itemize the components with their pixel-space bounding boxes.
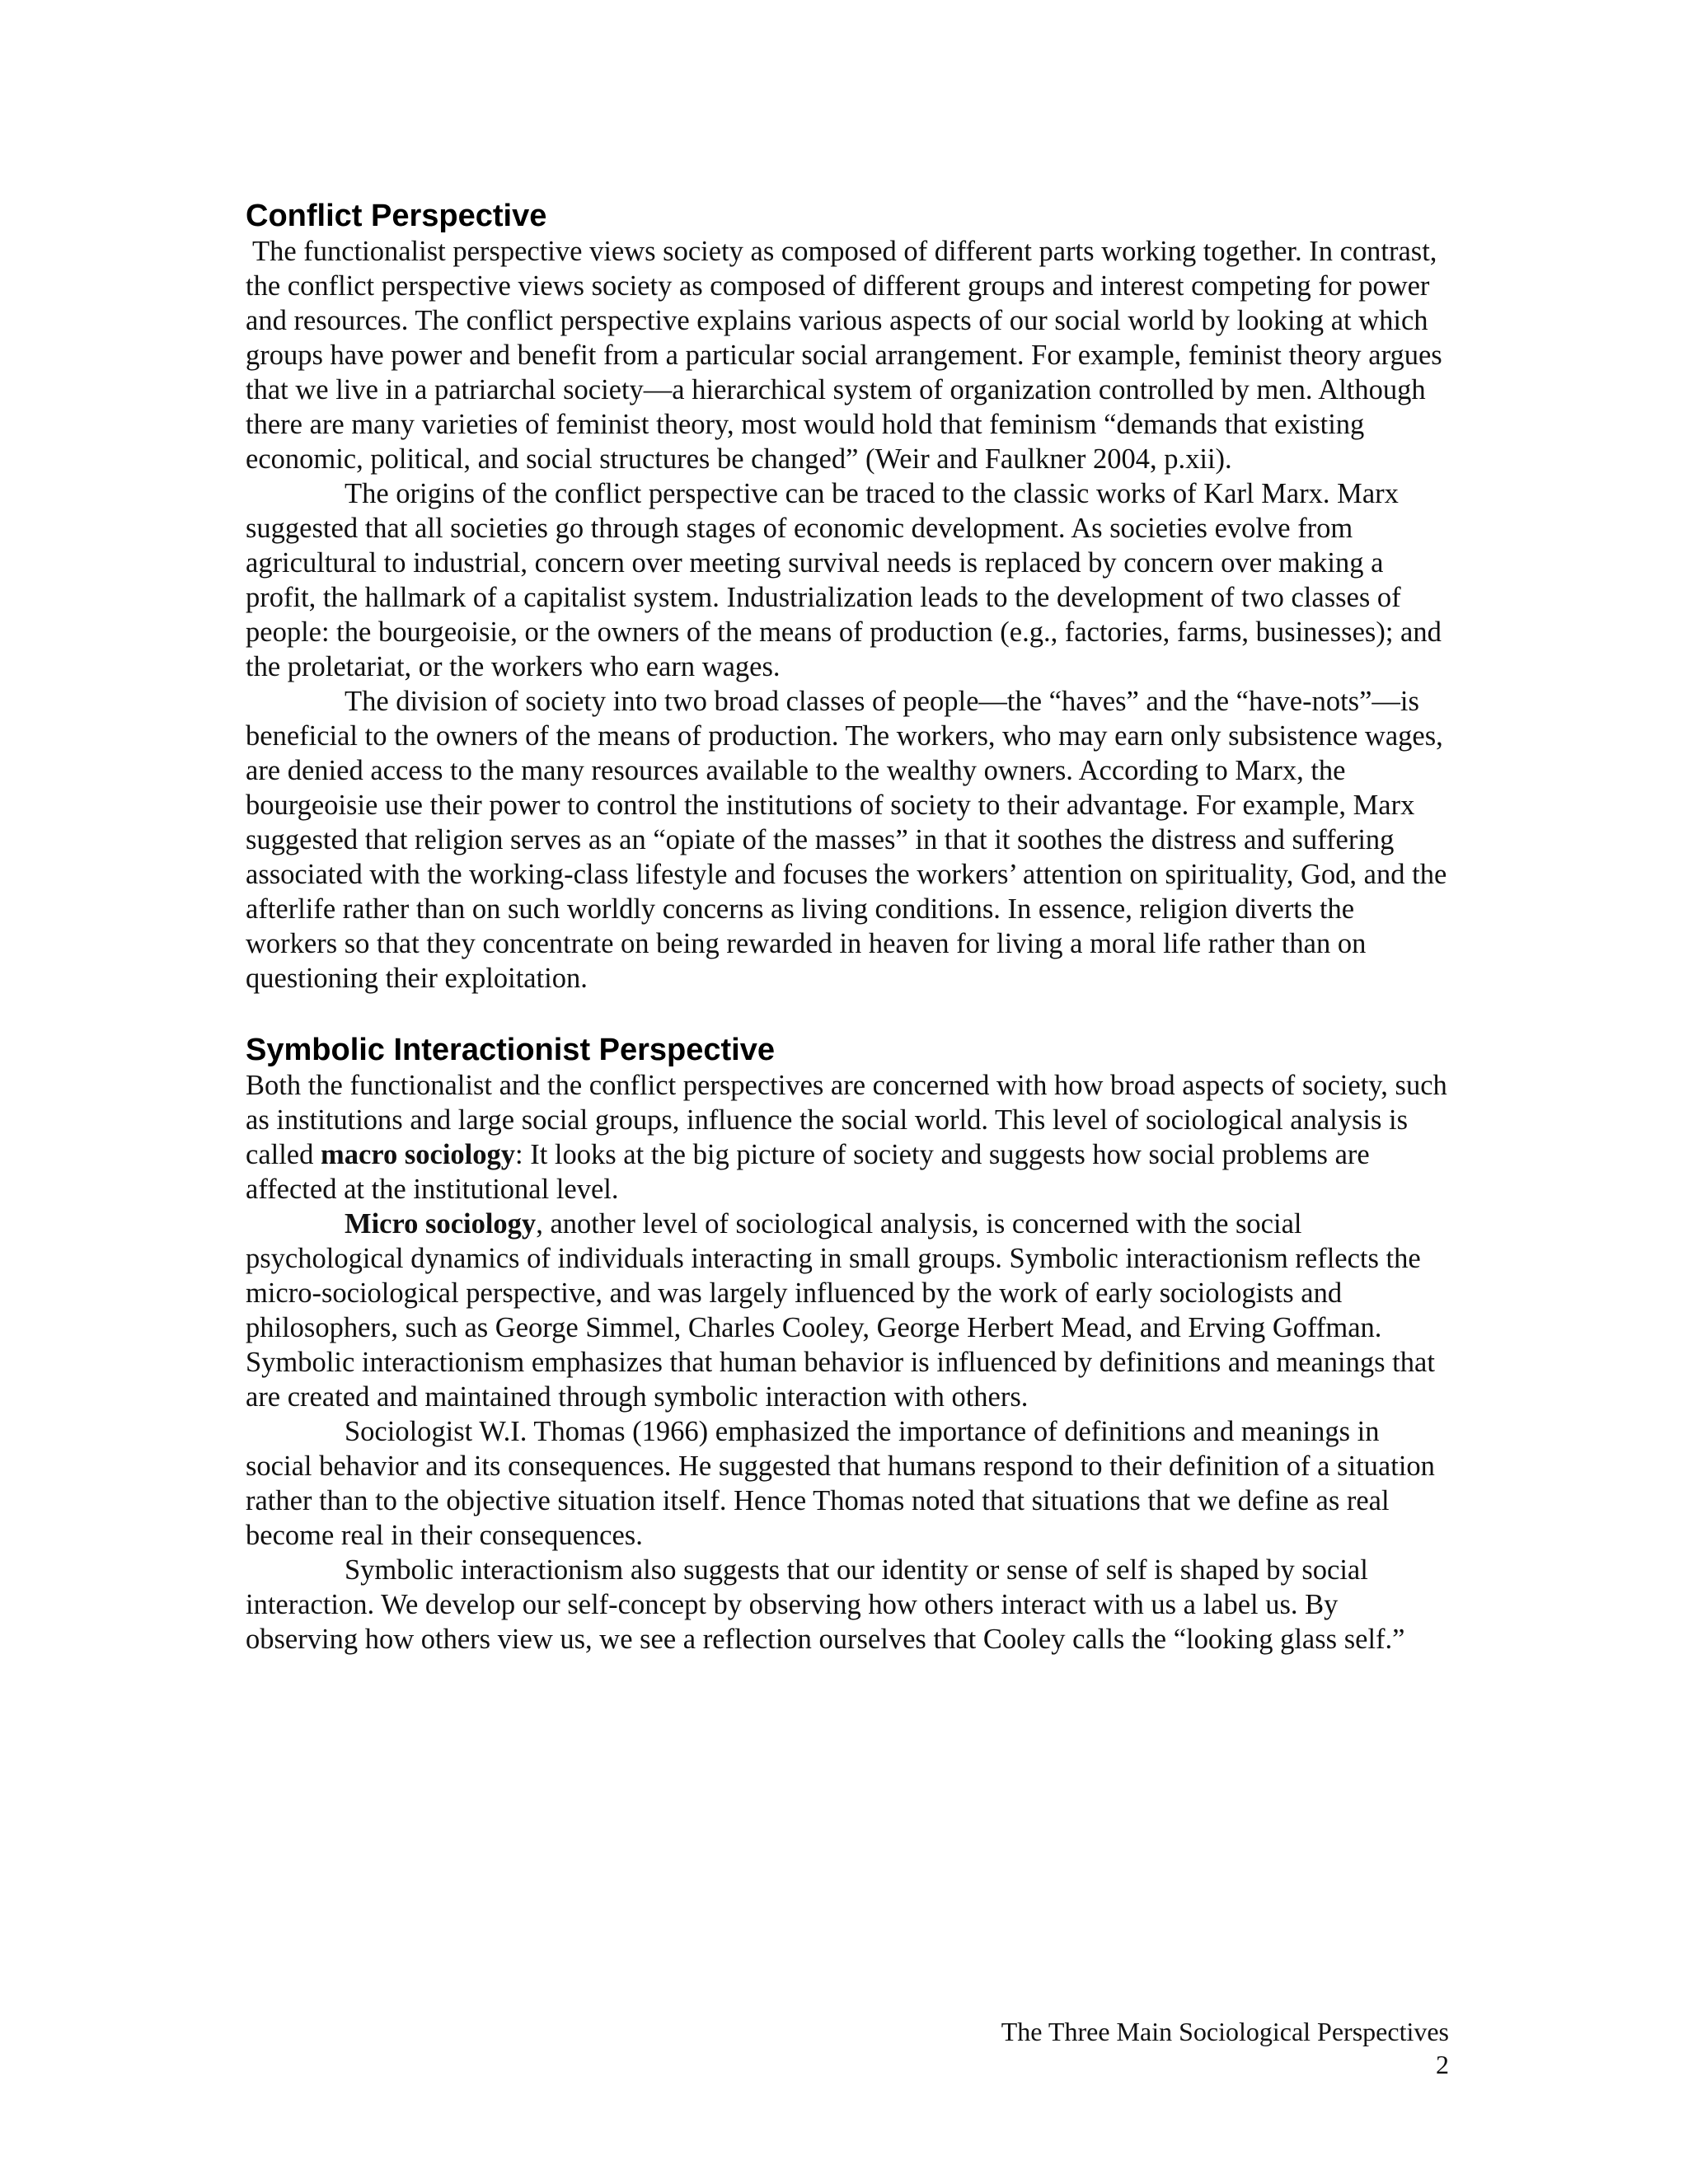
running-title: The Three Main Sociological Perspectives: [1001, 2017, 1449, 2046]
paragraph-text: : It looks at the big picture of society and suggests how social problems are affected at the institutional level.: [246, 1139, 1370, 1205]
key-term-micro-sociology: Micro sociology: [345, 1208, 537, 1240]
paragraph: Symbolic interactionism also suggests that our identity or sense of self is shaped by social interaction. We develop our self-concept by observing how others interact with us a label us. By observing how others view us, we see a reflection ourselves that Cooley calls the “looking glass self.”: [246, 1554, 1405, 1655]
section-symbolic-interactionist-perspective: [246, 1032, 1449, 1657]
paragraph: Sociologist W.I. Thomas (1966) emphasized the importance of definitions and meanings in social behavior and its consequences. He suggested that humans respond to their definition of a situation rather than to the objective situation itself. Hence Thomas noted that situations that we define as real become real in their consequences.: [246, 1416, 1435, 1551]
paragraph: [246, 1068, 1449, 1207]
paragraph: The functionalist perspective views society as composed of different parts working together. In contrast, the conflict perspective views society as composed of different groups and interest competing for power and resources. The conflict perspective explains various aspects of our social world by looking at which groups have power and benefit from a particular social arrangement. For example, feminist theory argues that we live in a patriarchal society—a hierarchical system of organization controlled by men. Although there are many varieties of feminist theory, most would hold that feminism “demands that existing economic, political, and social structures be changed” (Weir and Faulkner 2004, p.xii).: [246, 236, 1442, 475]
key-term-macro-sociology: macro sociology: [320, 1139, 516, 1170]
paragraph: [246, 1207, 1449, 1414]
page-number: 2: [1436, 2050, 1449, 2079]
section-heading: Symbolic Interactionist Perspective: [246, 1033, 776, 1067]
document-page: [246, 198, 1449, 1657]
paragraph-text: , another level of sociological analysis, is concerned with the social psychological dynamics of individuals interacting in small groups. Symbolic interactionism reflects the micro-sociological perspective, and was largely influenced by the work of early sociologists and philosophers, such as George Simmel, Charles Cooley, George Herbert Mead, and Erving Goffman. Symbolic interactionism emphasizes that human behavior is influenced by definitions and meanings that are created and maintained through symbolic interaction with others.: [246, 1208, 1435, 1413]
paragraph-text: Both the functionalist and the conflict perspectives are concerned with how broad aspects of society, such as institutions and large social groups, influence the social world. This level of sociological analysis is called: [246, 1070, 1447, 1170]
page-footer: [1001, 2015, 1449, 2081]
section-conflict-perspective: [246, 198, 1449, 996]
paragraph: The origins of the conflict perspective can be traced to the classic works of Karl Marx. Marx suggested that all societies go through stages of economic development. As societies evolve from agricultural to industrial, concern over meeting survival needs is replaced by concern over making a profit, the hallmark of a capitalist system. Industrialization leads to the development of two classes of people: the bourgeoisie, or the owners of the means of production (e.g., factories, farms, businesses); and the proletariat, or the workers who earn wages.: [246, 478, 1442, 682]
paragraph: The division of society into two broad classes of people—the “haves” and the “have-nots”—is beneficial to the owners of the means of production. The workers, who may earn only subsistence wages, are denied access to the many resources available to the wealthy owners. According to Marx, the bourgeoisie use their power to control the institutions of society to their advantage. For example, Marx suggested that religion serves as an “opiate of the masses” in that it soothes the distress and suffering associated with the working-class lifestyle and focuses the workers’ attention on spirituality, God, and the afterlife rather than on such worldly concerns as living conditions. In essence, religion diverts the workers so that they concentrate on being rewarded in heaven for living a moral life rather than on questioning their exploitation.: [246, 686, 1447, 994]
section-heading: Conflict Perspective: [246, 199, 547, 233]
